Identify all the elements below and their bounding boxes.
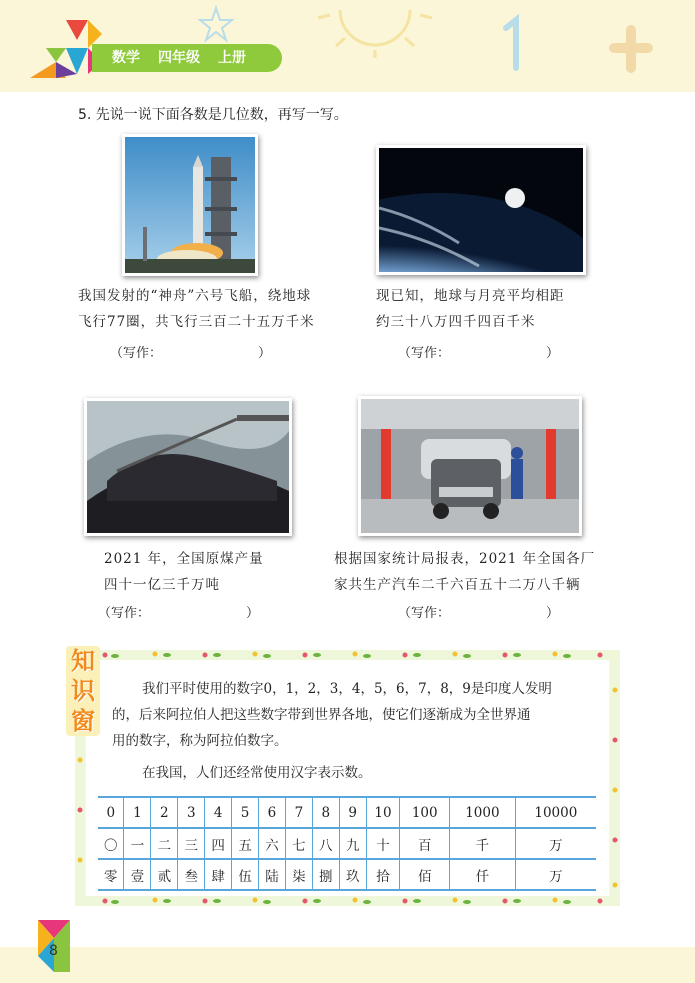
write-close: ） (546, 606, 560, 621)
caption-item-3 (104, 546, 264, 598)
table-cell: 万 (515, 859, 596, 890)
table-cell: 10000 (515, 797, 596, 828)
table-row (98, 859, 596, 890)
table-cell: 千 (450, 828, 516, 859)
table-cell: 玖 (339, 859, 366, 890)
write-label: （写作： (110, 346, 163, 361)
table-cell: 3 (178, 797, 205, 828)
write-answer-4[interactable] (398, 602, 559, 621)
para-line: 用的数字，称为阿拉伯数字。 (112, 733, 288, 749)
caption-line: 现已知，地球与月亮平均相距 (376, 288, 565, 304)
title-char: 识 (71, 677, 95, 705)
car-factory-photo (358, 396, 582, 536)
table-cell: 4 (205, 797, 232, 828)
plus-doodle-icon (608, 24, 654, 74)
write-close: ） (246, 606, 260, 621)
title-char: 知 (71, 647, 95, 675)
table-cell: 九 (339, 828, 366, 859)
coal-pile-photo (84, 398, 292, 536)
table-cell: 7 (285, 797, 312, 828)
knowledge-window-title (66, 646, 100, 736)
caption-line: 约三十八万四千四百千米 (376, 314, 536, 330)
earth-moon-photo (376, 145, 586, 275)
table-cell: 伍 (232, 859, 259, 890)
header-subject: 数学 (112, 50, 140, 66)
table-cell: 贰 (151, 859, 178, 890)
caption-line: 我国发射的“神舟”六号飞船，绕地球 (78, 288, 312, 304)
write-label: （写作： (398, 606, 451, 621)
header-grade: 四年级 (158, 50, 200, 66)
page-number: 8 (49, 943, 58, 959)
table-cell: 四 (205, 828, 232, 859)
number-one-doodle-icon (498, 14, 528, 74)
caption-line: 飞行77圈，共飞行三百二十五万千米 (78, 314, 315, 330)
rocket-launch-photo (122, 134, 258, 276)
table-cell: 零 (98, 859, 124, 890)
knowledge-paragraph-1 (112, 676, 598, 754)
table-cell: 2 (151, 797, 178, 828)
table-cell: 6 (259, 797, 286, 828)
bottom-decor-band (0, 947, 695, 983)
table-cell: 柒 (285, 859, 312, 890)
write-answer-1[interactable] (110, 342, 271, 361)
table-cell: 六 (259, 828, 286, 859)
table-row (98, 797, 596, 828)
table-cell: 一 (124, 828, 151, 859)
table-cell: 陆 (259, 859, 286, 890)
table-cell: 万 (515, 828, 596, 859)
caption-item-2 (376, 283, 565, 335)
table-row (98, 828, 596, 859)
table-cell: 100 (400, 797, 450, 828)
write-label: （写作： (98, 606, 151, 621)
para-line: 我们平时使用的数字0，1，2，3，4，5，6，7，8，9是印度人发明 (142, 681, 552, 697)
table-cell: 叁 (178, 859, 205, 890)
caption-item-1 (78, 283, 315, 335)
write-close: ） (258, 346, 272, 361)
write-label: （写作： (398, 346, 451, 361)
knowledge-paragraph-2: 在我国，人们还经常使用汉字表示数。 (142, 765, 372, 781)
table-cell: 0 (98, 797, 124, 828)
table-cell: 1 (124, 797, 151, 828)
table-cell: 捌 (312, 859, 339, 890)
table-cell: 五 (232, 828, 259, 859)
table-cell: 9 (339, 797, 366, 828)
write-answer-3[interactable] (98, 602, 259, 621)
header-volume: 上册 (218, 50, 246, 66)
table-cell: 十 (366, 828, 400, 859)
table-cell: 二 (151, 828, 178, 859)
table-cell: 七 (285, 828, 312, 859)
table-cell: 10 (366, 797, 400, 828)
para-line: 的，后来阿拉伯人把这些数字带到世界各地，使它们逐渐成为全世界通 (112, 707, 531, 723)
write-answer-2[interactable] (398, 342, 559, 361)
table-cell: 拾 (366, 859, 400, 890)
caption-line: 家共生产汽车二千六百五十二万八千辆 (334, 577, 581, 593)
sun-drawing-icon (300, 0, 450, 60)
caption-line: 根据国家统计局报表，2021 年全国各厂 (334, 551, 596, 567)
star-doodle-icon (196, 4, 236, 44)
header-bar (92, 44, 282, 72)
table-cell: 1000 (450, 797, 516, 828)
table-cell: 〇 (98, 828, 124, 859)
table-cell: 肆 (205, 859, 232, 890)
table-cell: 三 (178, 828, 205, 859)
table-cell: 仟 (450, 859, 516, 890)
title-char: 窗 (71, 707, 95, 735)
table-cell: 8 (312, 797, 339, 828)
table-cell: 八 (312, 828, 339, 859)
number-table (98, 796, 596, 891)
question-title: 5. 先说一说下面各数是几位数，再写一写。 (78, 107, 348, 123)
table-cell: 5 (232, 797, 259, 828)
table-cell: 壹 (124, 859, 151, 890)
table-cell: 百 (400, 828, 450, 859)
write-close: ） (546, 346, 560, 361)
table-cell: 佰 (400, 859, 450, 890)
caption-line: 2021 年，全国原煤产量 (104, 551, 264, 567)
caption-line: 四十一亿三千万吨 (104, 577, 220, 593)
caption-item-4 (334, 546, 595, 598)
